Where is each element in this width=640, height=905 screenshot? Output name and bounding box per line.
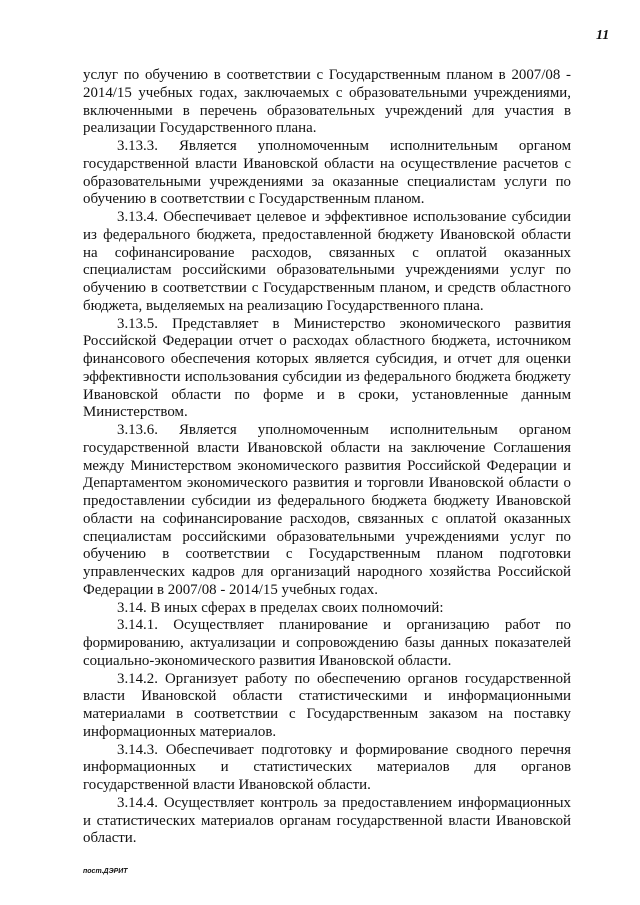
paragraph-3-14: 3.14. В иных сферах в пределах своих полномочий:: [117, 599, 444, 616]
document-body: [83, 67, 571, 848]
paragraph-3-13-4: 3.13.4. Обеспечивает целевое и эффективное использование субсидии из федерального бюджета, предоставленной бюджету Ивановской области на софинансирование расходов, связанных с оплатой оказанных специалистам российскими образовательными учреждениями услуг по обучению в соответствии с Государственным планом, и средств областного бюджета, выделяемых на реализацию Государственного плана.: [83, 209, 571, 314]
paragraph-3-14-2: 3.14.2. Организует работу по обеспечению органов государственной власти Ивановской области статистическими и информационными материалами в соответствии с Государственным заказом на поставку информационных материалов.: [83, 670, 571, 740]
paragraph-continuation: услуг по обучению в соответствии с Государственным планом в 2007/08 - 2014/15 учебных годах, заключаемых с образовательными учреждениями, включенными в перечень образовательных учреждений для участия в реализации Государственного плана.: [83, 67, 571, 137]
paragraph-3-14-4: 3.14.4. Осуществляет контроль за предоставлением информационных и статистических материалов органам государственной власти Ивановской области.: [83, 794, 571, 847]
paragraph-3-14-1: 3.14.1. Осуществляет планирование и организацию работ по формированию, актуализации и сопровождению базы данных показателей социально-экономического развития Ивановской области.: [83, 617, 571, 669]
footer-document-code: пост.ДЭРИТ: [83, 868, 128, 875]
page-number: 11: [596, 28, 610, 43]
paragraph-3-14-3: 3.14.3. Обеспечивает подготовку и формирование сводного перечня информационных и статистических материалов для органов государственной власти Ивановской области.: [83, 741, 571, 793]
paragraph-3-13-6: 3.13.6. Является уполномоченным исполнительным органом государственной власти Ивановской области на заключение Соглашения между Министерством экономического развития Российской Федерации и Департаментом экономического развития и торговли Ивановской области о предоставлении субсидии из федерального бюджета бюджету Ивановской области на софинансирование расходов, связанных с оплатой оказанных специалистам российскими образовательными учреждениями услуг по обучению в соответствии с Государственным планом подготовки управленческих кадров для организаций народного хозяйства Российской Федерации в 2007/08 - 2014/15 учебных годах.: [83, 422, 571, 598]
paragraph-3-13-3: 3.13.3. Является уполномоченным исполнительным органом государственной власти Ивановской области на осуществление расчетов с образовательными учреждениями за оказанные специалистам услуги по обучению в соответствии с Государственным планом.: [83, 138, 571, 208]
paragraph-3-13-5: 3.13.5. Представляет в Министерство экономического развития Российской Федерации отчет о расходах областного бюджета, источником финансового обеспечения которых является субсидия, и отчет для оценки эффективности использования субсидии из федерального бюджета бюджету Ивановской области по форме и в сроки, установленные данным Министерством.: [83, 315, 571, 421]
